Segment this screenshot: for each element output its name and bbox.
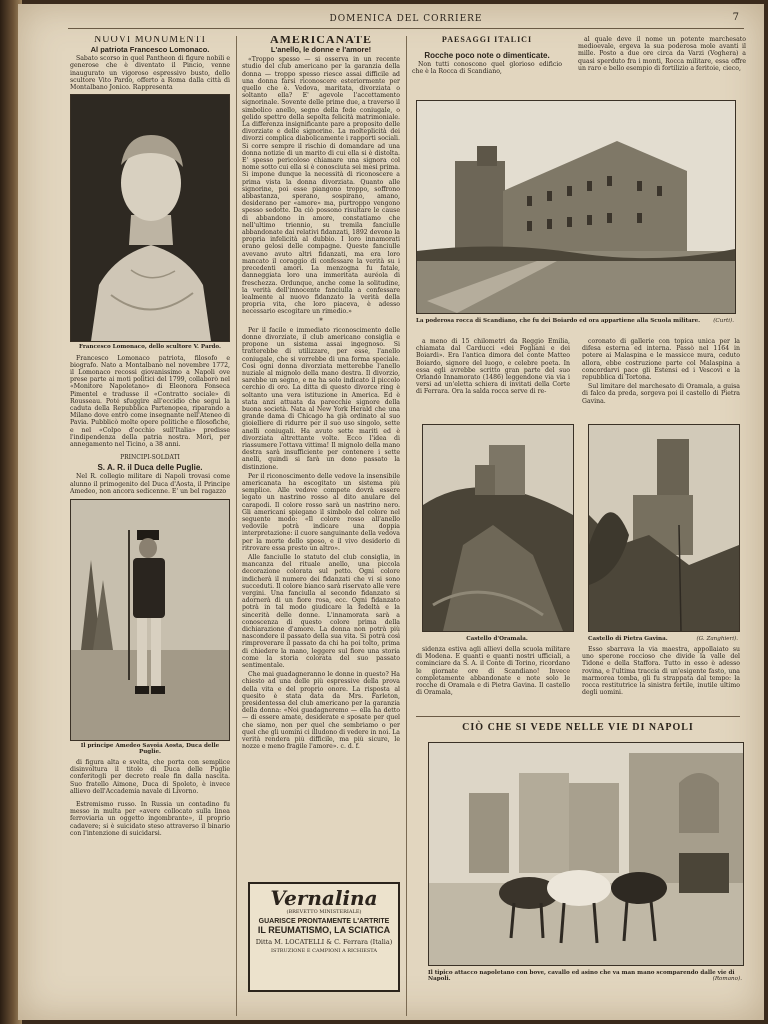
bust-illustration <box>71 95 230 341</box>
column-rule-2 <box>406 36 407 1016</box>
body-lomonaco: Francesco Lomonaco patriota, filosofo e biografo. Nato a Montalbano nel novembre 1772, il Lomonaco recossi giovanissimo a Napoli ove prese parte ai moti politici del 1799, collaborò nel «Monitore Napoletano» di Eleonora Fonseca Pimentel e tradusse il «Contratto sociale» di Rousseau. Poté sfuggire all'eccidio che seguì la caduta della Repubblica Partenopea, riparando a Milano dove entrò come insegnante nell'Ateneo di Pavia. Pubblicò molte opere politiche e filosofiche, e nel «Colpo d'occhio sull'Italia» predisse l'indipendenza della patria nostra. Morì, per annegamento nel Ticino, a 38 anni. <box>70 354 230 449</box>
photo-lomonaco-bust <box>70 94 230 342</box>
intro-marchesato: al quale deve il nome un potente marchesato medioevale, ergeva la sua poderosa mole avanti il mille. Posto a due ore circa da Varzi (Voghera) a quasi sperduto fra i monti, Rocca militare, essa offre un raro e bello esempio di fortilizio a feritoie, cieco, <box>578 36 746 72</box>
column-3-lower <box>416 646 570 712</box>
caption-pietra-gavina-wrap <box>588 636 738 642</box>
photo-rocca-scandiano <box>416 100 736 314</box>
caption-pietra-gavina: Castello di Pietra Gavina. <box>588 636 668 642</box>
headline-rocche: Rocche poco note o dimenticate. <box>424 51 550 61</box>
caption-oramala: Castello d'Oramala. <box>466 636 528 642</box>
credit-romano: (Romano). <box>712 976 742 983</box>
headline-anello: L'anello, le donne e l'amore! <box>270 45 372 55</box>
ad-brand-name: Vernalina <box>270 886 378 910</box>
column-4-mid <box>582 338 740 426</box>
column-4-lower <box>582 646 740 712</box>
soldier-illustration <box>71 500 230 740</box>
caption-scandiano: La poderosa rocca di Scandiano, che fu dei Boiardo ed ora appartiene alla Scuola militare. <box>416 318 701 324</box>
column-2 <box>242 36 400 1016</box>
intro-duca: Nel R. collegio militare di Napoli trovasi come alunno il primogenito del Duca d'Aosta, il Principe Amedeo, non ancora sedicenne. E' un bel ragazzo <box>70 473 230 495</box>
page-header <box>68 10 744 29</box>
body-americanate-1: «Troppo spesso — si osserva in un recente studio del club americano per la garanzia della donna — troppo spesso riesce assai difficile ad una donna farsi riconoscere esteriormente per quello che è. Vedova, maritata, divorziata o soltanto ella? E' agevole l'accettamento signorinale. Sovente delle prime due, a traverso il simbolico anello, segno della fede coniugale, o gelido spettro della sepolta felicità matrimoniale. La differenza insignificante pare a proposito delle divorziate e delle signorine. La molteplicità dei divorzi complica diabolicamente i rapporti sociali. Si corre sempre il rischio di domandare ad una donna notizie di un marito di cui ella si è distolta. E' spesso pericoloso chiamare una signora col nome sotto cui ella si è conosciuta sei mesi prima. Si impone dunque la necessità di riconoscere a prima vista la donna divorziata. Quanto alle signorine, poi esse piangono troppo, soffrono abbastanza, sperano, sospirano, amano, desiderano per «amore» ma, purtroppo vengono spesso sedotte. Da ciò possono risultare le cause di abbandono in amore, constatiamo che nell'ultimo triennio, su tremila fanciulle abbandonate dai relativi fidanzati, 1892 devono la propria infelicità al dubbio. I loro innamorati erano gelosi delle compagne. Queste fanciulle avevano avuto altri fidanzati, ma era loro mancato il coraggio di confessare la verità su i precedenti amori. La menzogna fu fatale, danneggiata loro una immeritata auréola di freschezza. Ordunque, anche come la solitudine, la verità dell'innocente fanciulla a confessare lealmente al nuovo fidanzato la verità della propria vita, che loro piaceva, è adesso necessario escogitare un rimedio.» <box>242 56 400 316</box>
photo-napoli-street <box>428 742 744 966</box>
footer-note-russia: Estremismo russo. In Russia un contadino fu messo in multa per «avere collocato sulla linea ferroviaria un oggetto ingombrante», il proprio cadavere; si è suicidato steso attraverso il binario con l'intenzione di suicidarsi. <box>70 800 230 837</box>
photo-castello-oramala <box>422 424 574 632</box>
ad-line-ditta: Ditta M. LOCATELLI & C. Ferrara (Italia) <box>255 938 393 946</box>
page-number: 7 <box>732 12 740 23</box>
column-1 <box>70 36 230 1016</box>
text-pietra-gavina-intro: Sul limitare del marchesato di Oramala, a guisa di falco da preda, sorgeva poi il castello di Pietra Gavina. <box>582 383 740 405</box>
napoli-cart-illustration <box>429 743 743 965</box>
body-americanate-2: Per il facile e immediato riconoscimento delle donne divorziate, il club americano consiglia e propone un sistema assai ingegnoso. Si tratterebbe di utilizzare, per esse, l'anello coniugale, che si vorrebbe di una forma speciale. Così ogni donna divorziata metterebbe l'anello nuziale al mignolo della mano destra. Il divorzio, sarebbe un segno, e ne ha solo indicato il piccolo cerchio di oro. La ditta di questo divorce ring è soltanto una vera istituzione in America. Ed è stata anzi attuata da parecchie signore della buona società. Nata al New York Herald che una grande dama di Chicago ha già ordinato al suo gioielliere di ridurre per il suo uso singolo, sette anelli coniugali. Ha avuto sette mariti ed è divorziata altrettante volte. Ecco l'idea di riassumere l'ottava vittima! Il mignolo della mano destra sarà insufficiente per contenere i sette anelli, quindi si farà un dono passato la distinzione. <box>242 326 400 471</box>
caption-duca: Il principe Amedeo Savoia Aosta, Duca delle Puglie. <box>80 743 220 756</box>
body-americanate-4: Alle fanciulle lo statuto del club consiglia, in mancanza del rituale anello, una piccola decorazione colorata sul petto. Ogni colore indicherà il numero dei fidanzati che vi si sono succeduti. Il colore bianco sarà riservato alle vere vergini. Una fanciulla al secondo fidanzato si adornerà di un fiore rosa, ecc. Ogni fidanzato potrà in tal modo giudicare la fedeltà e la sincerità delle donne. L'innamorata sarà a conoscenza di questo colore prima della dichiarazione d'amore. La donna non potrà più nascondere il passato della sua vita. Si potrà così rimproverare il passato da chi ha poi tolto, prima di chiedere la mano, leggere sul fiore una storia come la storia colorata del suo passato sentimentale. <box>242 554 400 670</box>
text-boiardo: a meno di 15 chilometri da Reggio Emilia, chiamata dal Carducci «dei Fogliani e dei Boiardi». Era l'antica dimora del conte Matteo Boiardo, signore del luogo, e celebre poeta. In essa egli avrebbe scritto gran parte del suo Orlando Innamorato (1486) leggendone via via i versi ad un'eletta schiera di invitati della Corte di Ferrara. Ora la salda rocca serve di re- <box>416 338 570 396</box>
caption-lomonaco: Francesco Lomonaco, dello scultore V. Pardo. <box>78 344 222 351</box>
body-americanate-5: Che mai guadagneranno le donne in questo? Ha chiesto ad una delle più espressive della prova della vita e del proprio onore. La risposta al quesito è stata data da Mrs. Farleton, presidentessa del club americano per la garanzia della donna: «Noi guadagneremo — ella ha detto — di essere amate, desiderate e sposate per quel che siamo, non per quel che sembriamo o per quel che gli uomini ci illudono di vedere in noi. La verità rendera più difficile, ma più sicure, le nozze e meno fragile l'amore». c. d. f. <box>242 671 400 751</box>
section-title-monumenti: NUOVI MONUMENTI <box>94 36 206 45</box>
text-malaspina: coronato di gallerie con topica unica per la difesa esterna ed interna. Passò nel 1164 in potere ai Malaspina e le massicce mura, ceduto allora, ebbe costruzione parte col Malaspina a concordarvi pace gli Estensi ed i Vescovi e la repubblica di Tortona. <box>582 338 740 382</box>
headline-duca: S. A. R. il Duca delle Puglie. <box>97 463 203 473</box>
advertisement-vernalina <box>248 882 400 992</box>
castle-pietra-gavina-illustration <box>589 425 739 631</box>
credit-curti: (Curti). <box>713 318 734 324</box>
body-americanate-3: Per il riconoscimento delle vedove la insensibile americanata ha escogitato un sistema più semplice. Alle vedove compete dovrà essere legato un nastrino rosso al dito anulare del carapodi. Il colore rosso sarà un nastrino nero. Gli americani spiegano il simbolo del colore nel seguente modo: «Il colore rosso all'anello vedovile potrà indicare una doppia interpretazione: il cuore sanguinante della vedova per la morte dello sposo, e il vivo desiderio di ritrovare essa presto un altro». <box>242 472 400 552</box>
caption-napoli: Il tipico attacco napoletano con bove, cavallo ed asino che va man mano scomparendo dalle vie di Napoli. <box>428 970 735 983</box>
newspaper-page <box>18 4 764 1020</box>
photo-duca-puglie <box>70 499 230 741</box>
section-title-americanate: AMERICANATE <box>269 36 373 46</box>
ad-line-istruzione: ISTRUZIONE E CAMPIONI A RICHIESTA <box>271 948 377 954</box>
text-sbarrava: Esso sbarrava la via maestra, appollaiato su uno sperone roccioso che divide la valle del Tidone e della Staffora. Tutto in esso è adesso rovina, e l'ultima traccia di un'esigente fasto, una marmorea tomba, gli fu strappata dal tempo: la rocca restitutrice la sinistra fertile, inutile ultimo degli uomini. <box>582 646 740 697</box>
separator-star: * <box>319 316 323 325</box>
castle-oramala-illustration <box>423 425 573 631</box>
headline-lomonaco: Al patriota Francesco Lomonaco. <box>90 45 210 55</box>
section-title-paesaggi: PAESAGGI ITALICI <box>441 36 533 44</box>
column-rule-1 <box>236 36 237 1016</box>
body-duca: di figura alta e svelta, che porta con semplice disinvoltura il titolo di Duca delle Puglie conferitogli per decreto reale fin dalla nascita. Suo fratello Aimone, Duca di Spoleto, è invece allievo dell'Accademia navale di Livorno. <box>70 758 230 795</box>
column-3-mid <box>416 338 570 426</box>
text-scuola-militare: sidenza estiva agli allievi della scuola militare di Modena. E quanti e quanti nostri ufficiali, a cominciare da S. A. il Conte di Torino, ricordano le giornate ore di Scandiano! Invece completamente abbandonate e note solo le rocche di Oramala e di Pietra Gavina. Il castello di Oramala, <box>416 646 570 697</box>
ad-line-reumatismo: IL REUMATISMO, LA SCIATICA <box>257 925 391 935</box>
caption-napoli-wrap <box>428 970 742 983</box>
masthead: DOMENICA DEL CORRIERE <box>329 14 483 24</box>
divider-napoli <box>416 716 740 717</box>
photo-castello-pietra-gavina <box>588 424 740 632</box>
ad-brevetto: (BREVETTO MINISTERIALE) <box>286 909 362 915</box>
intro-lomonaco: Sabato scorso in quel Pantheon di figure nobili e generose che è diventato il Pincio, venne inaugurato un vigoroso espressivo busto, dello scultore Vito Pardo, offerto a Roma dalla città di Montalbano Jonico. Rappresenta <box>70 55 230 92</box>
ad-line-artrite: GUARISCE PRONTAMENTE L'ARTRITE <box>258 918 390 925</box>
section-label-principi: PRINCIPI-SOLDATI <box>120 454 180 462</box>
credit-zanghieri: (G. Zanghieri). <box>696 636 738 642</box>
intro-rocche: Non tutti conoscono quel glorioso edificio che è la Rocca di Scandiano, <box>412 61 562 76</box>
caption-scandiano-wrap <box>416 318 734 324</box>
castle-scandiano-illustration <box>417 101 735 313</box>
section-title-napoli: CIÒ CHE SI VEDE NELLE VIE DI NAPOLI <box>462 722 694 733</box>
